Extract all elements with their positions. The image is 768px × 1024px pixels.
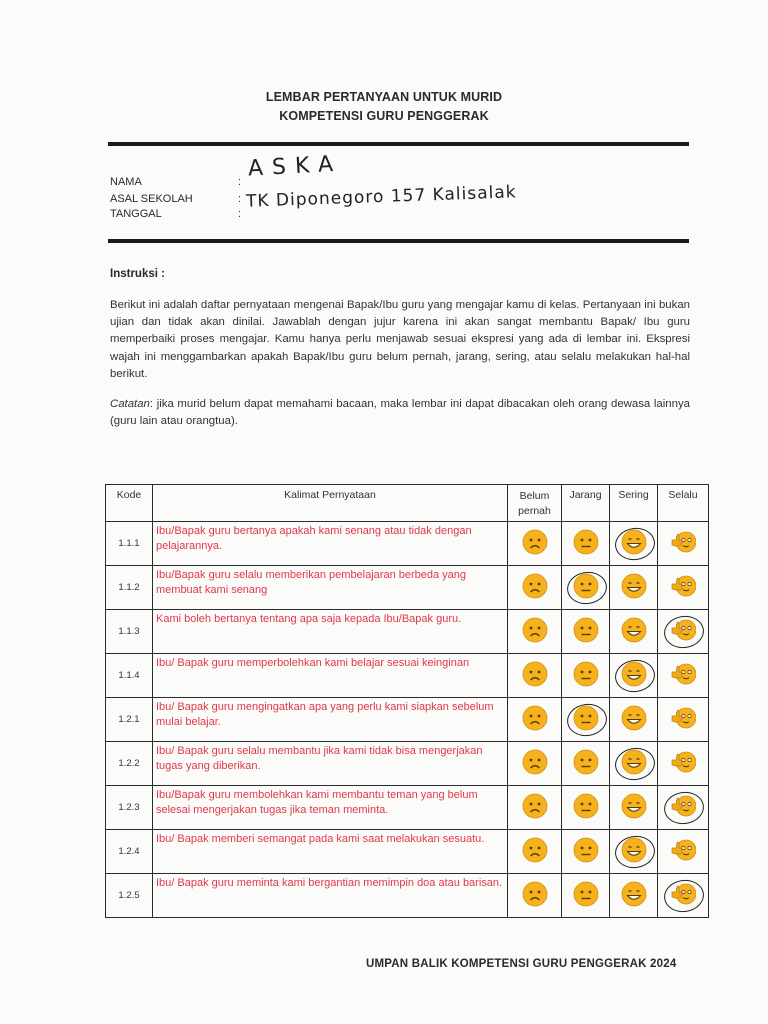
handwritten-name: ASKA <box>247 151 343 182</box>
row-code: 1.1.3 <box>106 610 153 654</box>
option-cell[interactable] <box>508 610 562 654</box>
row-statement: Ibu/ Bapak guru meminta kami bergantian memimpin doa atau barisan. <box>153 874 508 918</box>
option-cell[interactable] <box>562 522 610 566</box>
row-code: 1.1.2 <box>106 566 153 610</box>
option-cell[interactable] <box>562 874 610 918</box>
option-cell[interactable] <box>562 610 610 654</box>
handdrawn-selection-circle <box>662 789 706 826</box>
option-cell[interactable] <box>610 874 658 918</box>
option-cell[interactable] <box>610 566 658 610</box>
option-cell[interactable] <box>658 786 709 830</box>
option-cell[interactable] <box>508 698 562 742</box>
header-belum-line1: Belum <box>519 490 550 502</box>
row-code: 1.2.2 <box>106 742 153 786</box>
top-rule <box>108 142 689 146</box>
field-label: NAMA <box>110 176 142 188</box>
option-cell[interactable] <box>658 874 709 918</box>
grinning-face-icon <box>621 705 647 731</box>
option-cell[interactable] <box>562 698 610 742</box>
footer-title: UMPAN BALIK KOMPETENSI GURU PENGGERAK 2024 <box>366 958 677 970</box>
row-code: 1.2.4 <box>106 830 153 874</box>
questionnaire-table <box>105 484 709 918</box>
neutral-face-icon <box>573 793 599 819</box>
option-cell[interactable] <box>562 786 610 830</box>
option-cell[interactable] <box>658 610 709 654</box>
row-code: 1.2.1 <box>106 698 153 742</box>
row-statement: Ibu/ Bapak guru mengingatkan apa yang perlu kami siapkan sebelum mulai belajar. <box>153 698 508 742</box>
table-row <box>106 698 709 742</box>
option-cell[interactable] <box>610 786 658 830</box>
grinning-face-icon <box>621 617 647 643</box>
neutral-face-icon <box>573 661 599 687</box>
option-cell[interactable] <box>658 566 709 610</box>
neutral-face-icon <box>573 529 599 555</box>
neutral-face-icon <box>573 837 599 863</box>
table-row <box>106 610 709 654</box>
frowning-face-icon <box>522 837 548 863</box>
frowning-face-icon <box>522 705 548 731</box>
handdrawn-selection-circle <box>612 833 656 870</box>
row-statement: Ibu/ Bapak memberi semangat pada kami saat melakukan sesuatu. <box>153 830 508 874</box>
handdrawn-selection-circle <box>612 657 656 694</box>
note-label: Catatan <box>110 398 150 410</box>
row-code: 1.1.4 <box>106 654 153 698</box>
frowning-face-icon <box>522 573 548 599</box>
frowning-face-icon <box>522 793 548 819</box>
option-cell[interactable] <box>658 698 709 742</box>
thumbs-up-face-icon <box>670 837 696 863</box>
field-label: TANGGAL <box>110 208 162 220</box>
neutral-face-icon <box>573 881 599 907</box>
table-row <box>106 874 709 918</box>
option-cell[interactable] <box>562 654 610 698</box>
option-cell[interactable] <box>508 522 562 566</box>
option-cell[interactable] <box>610 742 658 786</box>
instructions-heading: Instruksi : <box>110 268 165 280</box>
thumbs-up-face-icon <box>670 705 696 731</box>
table-row <box>106 742 709 786</box>
header-belum-line2: pernah <box>518 505 551 517</box>
instructions-body: Berikut ini adalah daftar pernyataan mengenai Bapak/Ibu guru yang mengajar kamu di kelas. Pertanyaan ini bukan ujian dan tidak akan dinilai. Jawablah dengan jujur karena ini akan sangat membantu Bapak/ Ibu guru memperbaiki proses mengajar. Kamu hanya perlu menjawab sesuai ekspresi yang ada di lembar ini. Ekspresi wajah ini menggambarkan apakah Bapak/Ibu guru belum pernah, jarang, sering, atau selalu melakukan hal-hal berikut. <box>110 299 690 380</box>
option-cell[interactable] <box>562 830 610 874</box>
option-cell[interactable] <box>658 830 709 874</box>
neutral-face-icon <box>573 749 599 775</box>
option-cell[interactable] <box>562 742 610 786</box>
row-code: 1.1.1 <box>106 522 153 566</box>
row-statement: Kami boleh bertanya tentang apa saja kepada Ibu/Bapak guru. <box>153 610 508 654</box>
frowning-face-icon <box>522 617 548 643</box>
table-row <box>106 786 709 830</box>
handwritten-school: TK Diponegoro 157 Kalisalak <box>245 182 517 212</box>
frowning-face-icon <box>522 749 548 775</box>
option-cell[interactable] <box>562 566 610 610</box>
table-row <box>106 654 709 698</box>
option-cell[interactable] <box>610 830 658 874</box>
header-statement: Kalimat Pernyataan <box>153 485 508 522</box>
option-cell[interactable] <box>658 742 709 786</box>
field-colon: : <box>238 208 242 220</box>
option-cell[interactable] <box>508 874 562 918</box>
row-statement: Ibu/ Bapak guru memperbolehkan kami belajar sesuai keinginan <box>153 654 508 698</box>
frowning-face-icon <box>522 881 548 907</box>
option-cell[interactable] <box>610 610 658 654</box>
document-title <box>0 88 768 126</box>
field-colon: : <box>238 193 242 205</box>
row-statement: Ibu/Bapak guru bertanya apakah kami senang atau tidak dengan pelajarannya. <box>153 522 508 566</box>
option-cell[interactable] <box>610 698 658 742</box>
handdrawn-selection-circle <box>662 877 706 914</box>
handdrawn-selection-circle <box>564 569 608 606</box>
option-cell[interactable] <box>508 830 562 874</box>
field-label: ASAL SEKOLAH <box>110 193 193 205</box>
row-code: 1.2.3 <box>106 786 153 830</box>
header-jarang: Jarang <box>562 485 610 522</box>
header-belum-pernah <box>508 485 562 522</box>
title-line-1: LEMBAR PERTANYAAN UNTUK MURID <box>265 90 503 104</box>
title-line-2: KOMPETENSI GURU PENGGERAK <box>279 109 489 123</box>
thumbs-up-face-icon <box>670 529 696 555</box>
handdrawn-selection-circle <box>612 745 656 782</box>
option-cell[interactable] <box>508 654 562 698</box>
grinning-face-icon <box>621 793 647 819</box>
option-cell[interactable] <box>658 522 709 566</box>
grinning-face-icon <box>621 881 647 907</box>
option-cell[interactable] <box>508 566 562 610</box>
table-header-row <box>106 485 709 522</box>
row-code: 1.2.5 <box>106 874 153 918</box>
table-row <box>106 522 709 566</box>
row-statement: Ibu/Bapak guru membolehkan kami membantu teman yang belum selesai mengerjakan tugas jika teman meminta. <box>153 786 508 830</box>
thumbs-up-face-icon <box>670 749 696 775</box>
header-code: Kode <box>106 485 153 522</box>
table-row <box>106 566 709 610</box>
header-sering: Sering <box>610 485 658 522</box>
option-cell[interactable] <box>610 654 658 698</box>
instructions-note <box>110 396 690 430</box>
thumbs-up-face-icon <box>670 573 696 599</box>
note-body: : jika murid belum dapat memahami bacaan, maka lembar ini dapat dibacakan oleh orang dewasa lainnya (guru lain atau orangtua). <box>110 398 690 428</box>
frowning-face-icon <box>522 661 548 687</box>
option-cell[interactable] <box>658 654 709 698</box>
header-selalu: Selalu <box>658 485 709 522</box>
option-cell[interactable] <box>508 742 562 786</box>
row-statement: Ibu/Bapak guru selalu memberikan pembelajaran berbeda yang membuat kami senang <box>153 566 508 610</box>
field-colon: : <box>238 176 242 188</box>
table-row <box>106 830 709 874</box>
grinning-face-icon <box>621 573 647 599</box>
handdrawn-selection-circle <box>564 701 608 738</box>
neutral-face-icon <box>573 617 599 643</box>
option-cell[interactable] <box>508 786 562 830</box>
row-statement: Ibu/ Bapak guru selalu membantu jika kami tidak bisa mengerjakan tugas yang diberikan. <box>153 742 508 786</box>
handdrawn-selection-circle <box>612 525 656 562</box>
thumbs-up-face-icon <box>670 661 696 687</box>
frowning-face-icon <box>522 529 548 555</box>
bottom-rule <box>108 239 689 243</box>
handdrawn-selection-circle <box>662 613 706 650</box>
option-cell[interactable] <box>610 522 658 566</box>
